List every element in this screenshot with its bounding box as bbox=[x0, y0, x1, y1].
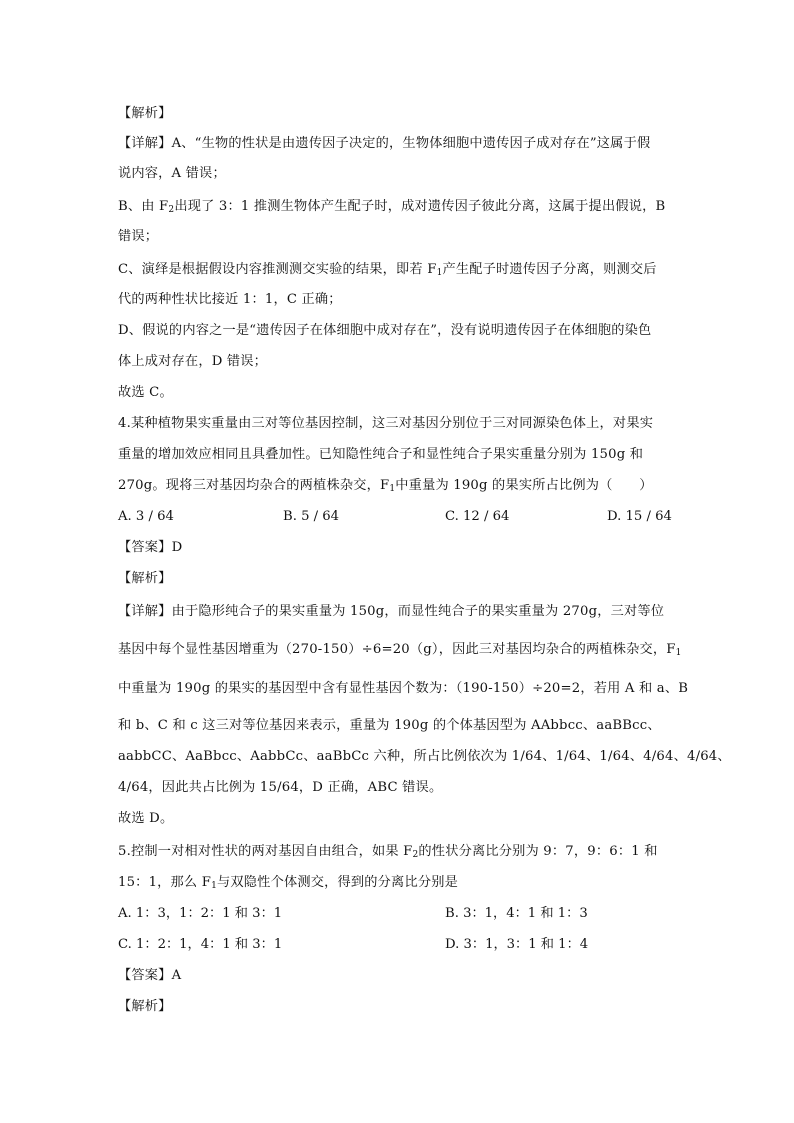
q4-detail-line5: aabbCC、AaBbcc、AabbCc、aaBbCc 六种，所占比例依次为 1/64、1/64、1/64、4/64、4/64、 bbox=[118, 749, 731, 764]
q5-stem-line2 bbox=[118, 874, 678, 892]
q4-detail-line2 bbox=[118, 641, 682, 659]
q4-answer bbox=[118, 539, 678, 557]
q4-stem3-sub: 1 bbox=[389, 484, 396, 494]
q5-analysis-heading: 【解析】 bbox=[118, 999, 172, 1014]
detail-b-sub: 2 bbox=[168, 205, 175, 215]
q5-option-d: D. 3：1，3：1 和 1：4 bbox=[445, 937, 589, 952]
q5-option-c: C. 1：2：1，4：1 和 3：1 bbox=[118, 937, 283, 952]
q4-detail-line6: 4/64，因此共占比例为 15/64，D 正确，ABC 错误。 bbox=[118, 780, 443, 795]
q5-answer-label: 【答案】 bbox=[118, 968, 172, 983]
detail-label: 【详解】 bbox=[118, 136, 172, 151]
detail-b-post: 出现了 3：1 推测生物体产生配子时，成对遗传因子彼此分离，这属于提出假说，B bbox=[174, 199, 666, 214]
q4-analysis-heading: 【解析】 bbox=[118, 571, 172, 586]
detail-c-pre: C、演绎是根据假设内容推测测交实验的结果，即若 F bbox=[118, 262, 437, 277]
detail-c-sub: 1 bbox=[436, 268, 443, 278]
q4-detail-label: 【详解】 bbox=[118, 604, 172, 619]
q4-option-d: D. 15 / 64 bbox=[607, 509, 672, 524]
q4-choose: 故选 D。 bbox=[118, 811, 174, 826]
detail-a-line1 bbox=[118, 135, 678, 153]
detail-b-line1 bbox=[118, 198, 678, 216]
detail-c-line1 bbox=[118, 261, 678, 279]
q5-stem2-pre: 15：1，那么 F bbox=[118, 875, 212, 890]
q4-stem3-pre: 270g。现将三对基因均杂合的两植株杂交，F bbox=[118, 478, 390, 493]
detail-d-line2: 体上成对存在，D 错误； bbox=[118, 354, 268, 369]
q4-option-c: C. 12 / 64 bbox=[445, 509, 510, 524]
analysis-heading: 【解析】 bbox=[118, 106, 172, 121]
q4-answer-value: D bbox=[171, 540, 183, 555]
q4-option-b: B. 5 / 64 bbox=[283, 509, 340, 524]
q5-stem2-sub: 1 bbox=[211, 881, 218, 891]
q4-detail-line1 bbox=[118, 603, 678, 621]
detail-c-post: 产生配子时遗传因子分离，则测交后 bbox=[442, 262, 657, 277]
q5-option-b: B. 3：1，4：1 和 1：3 bbox=[445, 906, 588, 921]
q4-detail-line4: 和 b、C 和 c 这三对等位基因来表示，重量为 190g 的个体基因型为 AAbbcc、aaBBcc、 bbox=[118, 718, 661, 733]
q5-answer-value: A bbox=[171, 968, 182, 983]
q4-stem3-post: 中重量为 190g 的果实所占比例为（ ） bbox=[395, 478, 653, 493]
q4-stem-line3 bbox=[118, 477, 678, 495]
q4-stem-line1: 4.某种植物果实重量由三对等位基因控制，这三对基因分别位于三对同源染色体上，对果实 bbox=[118, 416, 654, 431]
detail-b-line2: 错误； bbox=[118, 229, 159, 244]
q4-detail-text2: 基因中每个显性基因增重为（270-150）÷6=20（g），因此三对基因均杂合的两植株杂交，F bbox=[118, 642, 676, 657]
q5-answer bbox=[118, 967, 678, 985]
detail-a-text: A、“生物的性状是由遗传因子决定的，生物体细胞中遗传因子成对存在”这属于假 bbox=[171, 136, 651, 151]
detail-b-pre: B、由 F bbox=[118, 199, 169, 214]
detail-c-line2: 代的两种性状比接近 1：1，C 正确； bbox=[118, 292, 342, 307]
q4-detail-line3: 中重量为 190g 的果实的基因型中含有显性基因个数为：（190-150）÷20=2，若用 A 和 a、B bbox=[118, 681, 689, 696]
q4-stem-line2: 重量的增加效应相同且具叠加性。已知隐性纯合子和显性纯合子果实重量分别为 150g 和 bbox=[118, 447, 644, 462]
q4-detail-sub2: 1 bbox=[675, 648, 682, 658]
q5-stem2-post: 与双隐性个体测交，得到的分离比分别是 bbox=[217, 875, 458, 890]
q4-detail-text1: 由于隐形纯合子的果实重量为 150g，而显性纯合子的果实重量为 270g，三对等位 bbox=[171, 604, 665, 619]
q5-stem1-pre: 5.控制一对相对性状的两对基因自由组合，如果 F bbox=[118, 844, 413, 859]
q5-stem-line1 bbox=[118, 843, 678, 861]
q5-stem1-post: 的性状分离比分别为 9：7，9：6：1 和 bbox=[418, 844, 658, 859]
q5-option-a: A. 1：3，1：2：1 和 3：1 bbox=[118, 906, 283, 921]
choose-c: 故选 C。 bbox=[118, 385, 173, 400]
q4-answer-label: 【答案】 bbox=[118, 540, 172, 555]
q4-option-a: A. 3 / 64 bbox=[118, 509, 174, 524]
detail-d-line1: D、假说的内容之一是“遗传因子在体细胞中成对存在”，没有说明遗传因子在体细胞的染色 bbox=[118, 323, 652, 338]
q5-stem1-sub: 2 bbox=[412, 850, 419, 860]
detail-a-line2: 说内容，A 错误； bbox=[118, 166, 226, 181]
